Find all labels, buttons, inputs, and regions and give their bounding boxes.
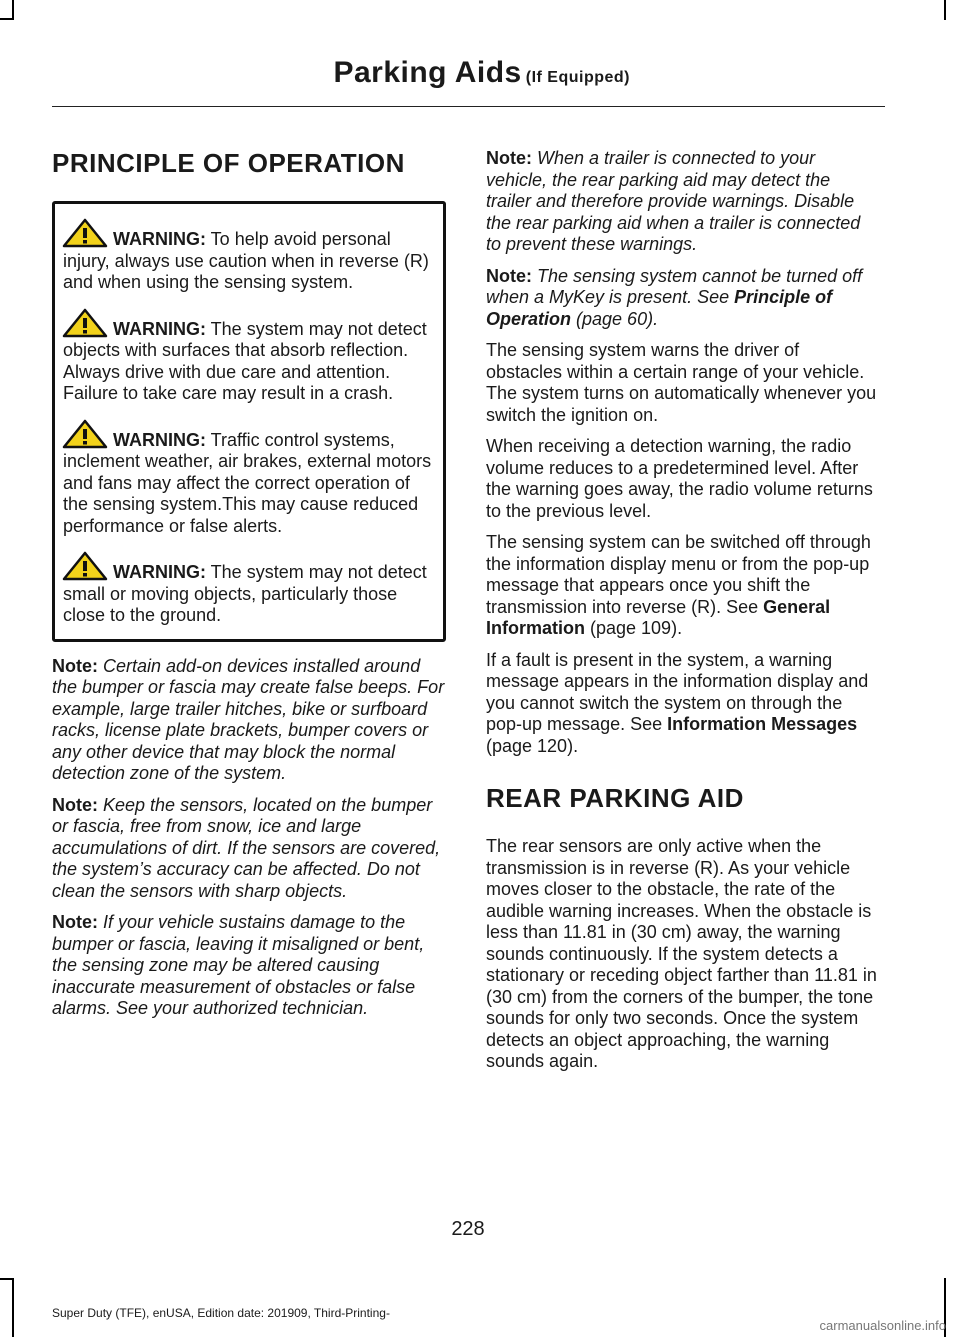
note-paragraph <box>52 795 446 903</box>
body-text: If a fault is present in the system, a warning message appears in the information display and you cannot switch the system on through the pop-up message. See <box>486 649 869 734</box>
note-label: Note: <box>486 265 532 286</box>
note-paragraph <box>486 148 880 256</box>
warning-label: WARNING: <box>113 562 206 582</box>
warning-item <box>63 551 435 627</box>
note-label: Note: <box>486 148 532 168</box>
left-column <box>52 148 446 1030</box>
right-column <box>486 148 880 1083</box>
note-text: The sensing system cannot be turned off when a MyKey is present. See <box>486 265 863 307</box>
page-title-suffix: (If Equipped) <box>525 69 630 86</box>
body-paragraph <box>486 650 880 758</box>
warning-label: WARNING: <box>113 429 206 450</box>
note-label: Note: <box>52 655 98 676</box>
crop-mark <box>944 0 946 20</box>
body-text: The sensing system can be switched off through the information display menu or from the pop-up message that appears once you shift the transmission into reverse (R). See <box>486 532 871 617</box>
body-paragraph: The rear sensors are only active when the transmission is in reverse (R). As your vehicle moves closer to the obstacle, the rate of the audible warning increases. When the obstacle is less than 11.81 in (30 cm) away, the warning sounds continuously. If the system detects a stationary or receding object farther than 11.81 in (30 cm) from the corners of the bumper, the tone sounds for only two seconds. Once the system detects an object approaching, the warning sounds again. <box>486 836 877 1071</box>
cross-reference-link[interactable]: Principle of Operation <box>486 287 833 329</box>
crop-mark <box>12 1278 14 1337</box>
warning-label: WARNING: <box>113 318 206 339</box>
page-title <box>333 56 630 90</box>
watermark: carmanualsonline.info <box>819 1318 946 1333</box>
warning-item <box>63 218 435 294</box>
page-reference: (page 109). <box>585 618 683 638</box>
page-reference: (page 60). <box>571 308 659 329</box>
note-label: Note: <box>52 912 98 932</box>
warning-triangle-icon <box>61 419 109 449</box>
note-label: Note: <box>52 794 98 815</box>
body-paragraph: The sensing system warns the driver of obstacles within a certain range of your vehicle. The system turns on automatically whenever you switch the ignition on. <box>486 340 877 425</box>
body-paragraph <box>486 532 880 640</box>
cross-reference-link[interactable]: General Information <box>486 596 831 638</box>
note-text: Keep the sensors, located on the bumper or fascia, free from snow, ice and large accumulations of dirt. If the sensors are covered, the system’s accuracy can be affected. Do not clean the sensors with sharp objects. <box>52 794 441 901</box>
cross-reference-link[interactable]: Information Messages <box>667 714 858 734</box>
page-title-text: Parking Aids <box>333 56 522 89</box>
note-text: When a trailer is connected to your vehicle, the rear parking aid may detect the trailer and therefore provide warnings. Disable the rear parking aid when a trailer is connected to prevent these warnings. <box>486 148 861 254</box>
note-paragraph <box>52 656 446 785</box>
warning-triangle-icon <box>61 308 109 338</box>
section-heading-rear-parking-aid: REAR PARKING AID <box>486 783 744 813</box>
page-number: 228 <box>451 1218 485 1240</box>
note-paragraph <box>52 912 446 1020</box>
body-paragraph: When receiving a detection warning, the radio volume reduces to a predetermined level. After the warning goes away, the radio volume returns to the previous level. <box>486 436 873 521</box>
warning-box <box>52 201 446 642</box>
note-text: Certain add-on devices installed around the bumper or fascia may create false beeps. For example, large trailer hitches, bike or surfboard racks, license plate brackets, bumper covers or any other device that may block the normal detection zone of the system. <box>52 655 445 783</box>
edition-footer: Super Duty (TFE), enUSA, Edition date: 201909, Third-Printing- <box>52 1306 390 1320</box>
warning-text: The system may not detect objects with surfaces that absorb reflection. Always drive with due care and attention. Failure to take care may result in a crash. <box>63 318 427 403</box>
page-reference: (page 120). <box>486 735 579 756</box>
warning-label: WARNING: <box>113 229 206 249</box>
note-paragraph <box>486 266 880 331</box>
warning-triangle-icon <box>61 551 109 581</box>
warning-item <box>63 419 435 538</box>
warning-text: The system may not detect small or moving objects, particularly those close to the ground. <box>63 562 427 625</box>
header-divider <box>52 106 885 107</box>
section-heading-principle: PRINCIPLE OF OPERATION <box>52 148 405 178</box>
crop-mark <box>0 1278 14 1280</box>
crop-mark <box>12 0 14 20</box>
warning-text: Traffic control systems, inclement weather, air brakes, external motors and fans may affect the correct operation of the sensing system.This may cause reduced performance or false alerts. <box>63 429 432 536</box>
note-text: If your vehicle sustains damage to the bumper or fascia, leaving it misaligned or bent, the sensing zone may be altered causing inaccurate measurement of obstacles or false alarms. See your authorized technician. <box>52 912 425 1018</box>
crop-mark <box>0 18 14 20</box>
warning-text: To help avoid personal injury, always use caution when in reverse (R) and when using the sensing system. <box>63 229 429 292</box>
warning-item <box>63 308 435 405</box>
warning-triangle-icon <box>61 218 109 248</box>
